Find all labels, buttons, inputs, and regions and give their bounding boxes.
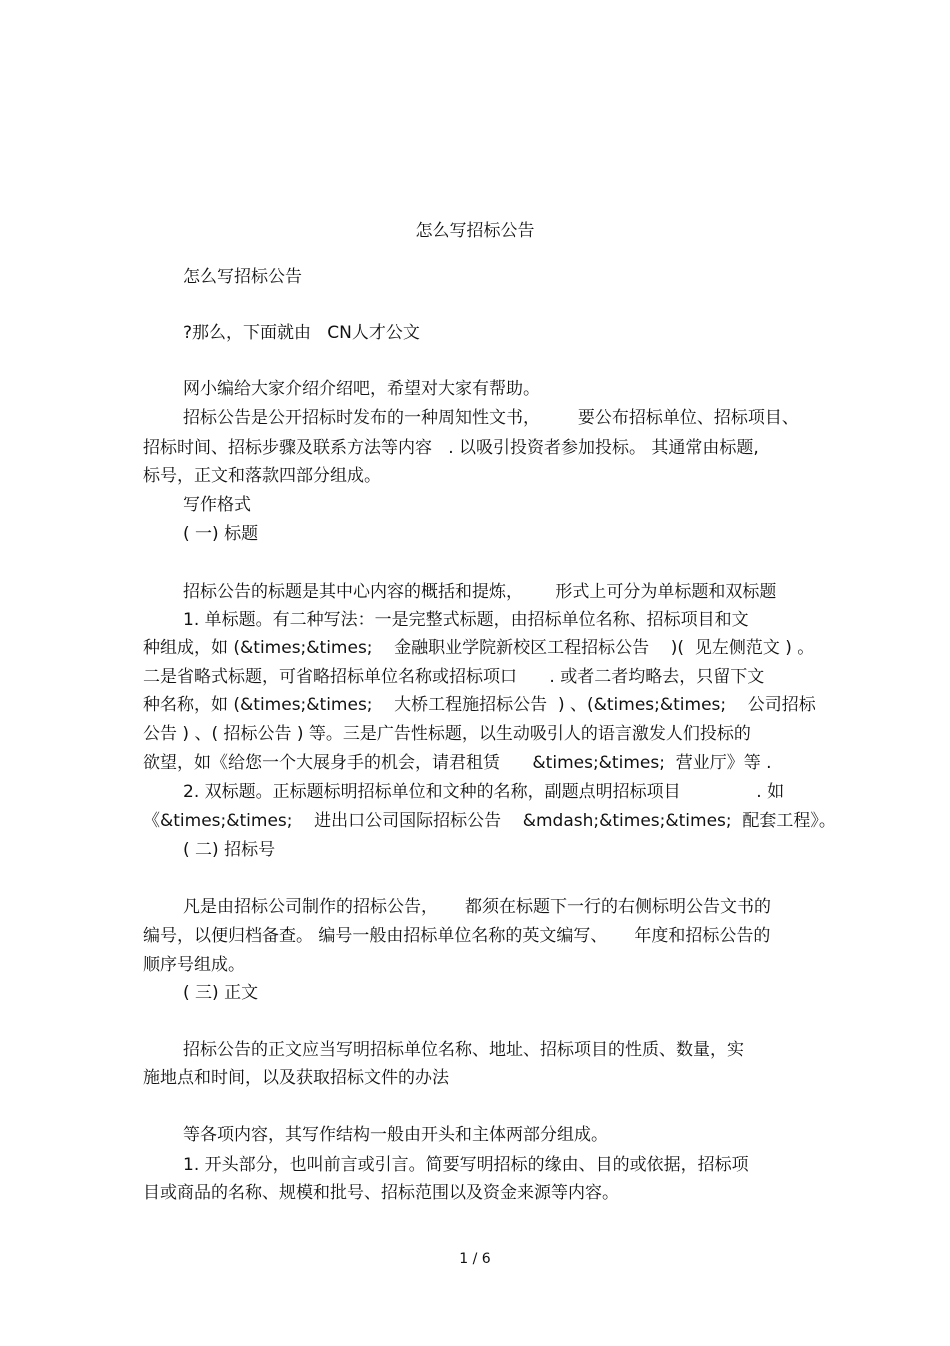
text-line: 1. 开头部分，也叫前言或引言。简要写明招标的缘由、目的或依据，招标项 (183, 1155, 749, 1175)
text-line: 顺序号组成。 (143, 955, 245, 975)
text-line: 公告 ) 、( 招标公告 ) 等。三是广告性标题，以生动吸引人的语言激发人们投标的 (143, 724, 751, 744)
text-line: 二是省略式标题，可省略招标单位名称或招标项口 . 或者二者均略去，只留下文 (143, 667, 765, 687)
page-number: 1 / 6 (459, 1251, 491, 1267)
section-heading: ( 二) 招标号 (183, 840, 276, 860)
text-line: 写作格式 (183, 495, 251, 515)
section-heading: ( 一) 标题 (183, 524, 259, 544)
text-line: 标号，正文和落款四部分组成。 (143, 466, 381, 486)
text-line: 2. 双标题。正标题标明招标单位和文种的名称，副题点明招标项目 . 如 (183, 782, 785, 802)
text-line: 招标公告是公开招标时发布的一种周知性文书， 要公布招标单位、招标项目、 (183, 408, 799, 428)
section-heading: ( 三) 正文 (183, 983, 259, 1003)
text-line: 施地点和时间，以及获取招标文件的办法 (143, 1068, 449, 1088)
text-line: 种组成，如 (&times;&times; 金融职业学院新校区工程招标公告 )( 见左侧范文 ) 。 (143, 638, 815, 658)
text-line: 凡是由招标公司制作的招标公告， 都须在标题下一行的右侧标明公告文书的 (183, 897, 772, 917)
text-line: 目或商品的名称、规模和批号、招标范围以及资金来源等内容。 (143, 1183, 619, 1203)
text-line: 《&times;&times; 进出口公司国际招标公告 &mdash;&times;&times; 配套工程》。 (143, 811, 836, 831)
document-title: 怎么写招标公告 (415, 221, 535, 241)
text-line: 招标公告的标题是其中心内容的概括和提炼， 形式上可分为单标题和双标题 (183, 582, 777, 602)
text-line: 编号，以便归档备查。 编号一般由招标单位名称的英文编写、 年度和招标公告的 (143, 926, 771, 946)
text-line: ?那么，下面就由 CN人才公文 (183, 323, 420, 343)
text-line: 欲望，如《给您一个大展身手的机会，请君租赁 &times;&times; 营业厅》等 . (143, 753, 772, 773)
text-line: 招标时间、招标步骤及联系方法等内容 . 以吸引投资者参加投标。 其通常由标题, (143, 438, 759, 458)
text-line: 1. 单标题。有二种写法：一是完整式标题，由招标单位名称、招标项目和文 (183, 610, 749, 630)
text-line: 种名称，如 (&times;&times; 大桥工程施招标公告 ) 、(&times;&times; 公司招标 (143, 695, 816, 715)
text-line: 怎么写招标公告 (183, 267, 302, 287)
text-line: 网小编给大家介绍介绍吧，希望对大家有帮助。 (183, 379, 540, 399)
text-line: 等各项内容，其写作结构一般由开头和主体两部分组成。 (183, 1125, 608, 1145)
text-line: 招标公告的正文应当写明招标单位名称、地址、招标项目的性质、数量，实 (183, 1040, 744, 1060)
